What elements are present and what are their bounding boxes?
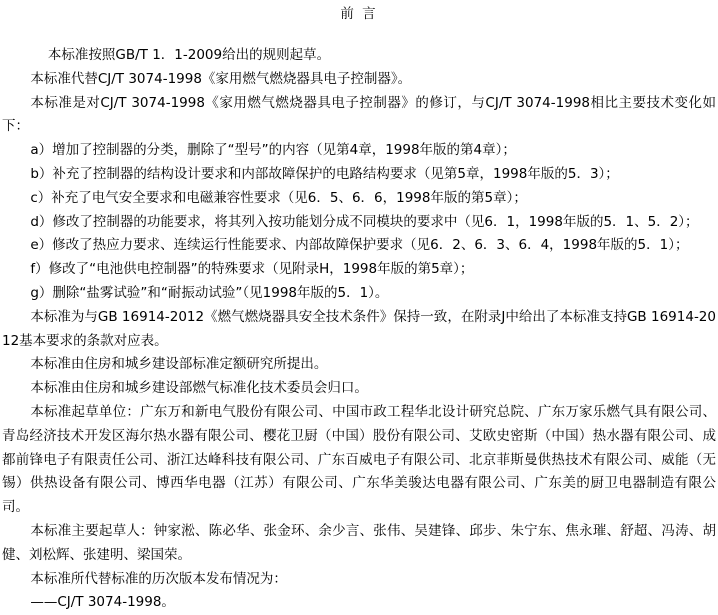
change-item-b: b）补充了控制器的结构设计要求和内部故障保护的电路结构要求（见第5章，1998年版的5．3）； [30,165,619,182]
paragraph-history-item: ——CJ/T 3074-1998。 [30,594,175,611]
change-item-e: e）修改了热应力要求、连续运行性能要求、内部故障保护要求（见6．2、6．3、6．4，1998年版的5．1）； [30,237,689,254]
change-item-c: c）补充了电气安全要求和电磁兼容性要求（见6．5、6．6，1998年版的第5章）； [30,189,527,206]
change-item-g: g）删除“盐雾试验”和“耐振动试验”（见1998年版的5．1）。 [30,284,389,301]
paragraph-history-intro: 本标准所代替标准的历次版本发布情况为： [30,570,287,587]
paragraph-under-jurisdiction: 本标准由住房和城乡建设部燃气标准化技术委员会归口。 [30,380,368,397]
paragraph-replaces: 本标准代替CJ/T 3074-1998《家用燃气燃烧器具电子控制器》。 [30,70,412,87]
change-item-f: f）修改了“电池供电控制器”的特殊要求（见附录H，1998年版的第5章）； [30,261,474,278]
change-item-a: a）增加了控制器的分类，删除了“型号”的内容（见第4章，1998年版的第4章）； [30,142,516,159]
change-item-d: d）修改了控制器的功能要求，将其列入按功能划分成不同模块的要求中（见6．1，1998年版的5．1、5．2）； [30,213,699,230]
paragraph-revision-intro: 本标准是对CJ/T 3074-1998《家用燃气燃烧器具电子控制器》的修订，与CJ/T 3074-1998相比主要技术变化如下： [2,94,716,135]
paragraph-drafting-rules: 本标准按照GB/T 1．1-2009给出的规则起草。 [47,47,331,63]
page-title: 前 言 [340,6,378,22]
paragraph-drafting-units: 本标准起草单位：广东万和新电气股份有限公司、中国市政工程华北设计研究总院、广东万家乐燃气具有限公司、青岛经济技术开发区海尔热水器有限公司、樱花卫厨（中国）股份有限公司、艾欧史密斯（中国）热水器有限公司、成都前锋电子有限责任公司、浙江达峰科技有限公司、广东百威电子有限公司、北京菲斯曼供热技术有限公司、威能（无锡）供热设备有限公司、博西华电器（江苏）有限公司、广东华美骏达电器有限公司、广东美的厨卫电器制造有限公司。 [2,403,716,516]
document-body [2,44,716,615]
paragraph-drafters: 本标准主要起草人：钟家淞、陈必华、张金环、余少言、张伟、吴建锋、邱步、朱宁东、焦永璀、舒超、冯涛、胡健、刘松辉、张建明、梁国荣。 [2,522,716,563]
paragraph-consistency: 本标准为与GB 16914-2012《燃气燃烧器具安全技术条件》保持一致，在附录J中给出了本标准支持GB 16914-2012基本要求的条款对应表。 [2,308,716,349]
paragraph-proposed-by: 本标准由住房和城乡建设部标准定额研究所提出。 [30,356,328,373]
